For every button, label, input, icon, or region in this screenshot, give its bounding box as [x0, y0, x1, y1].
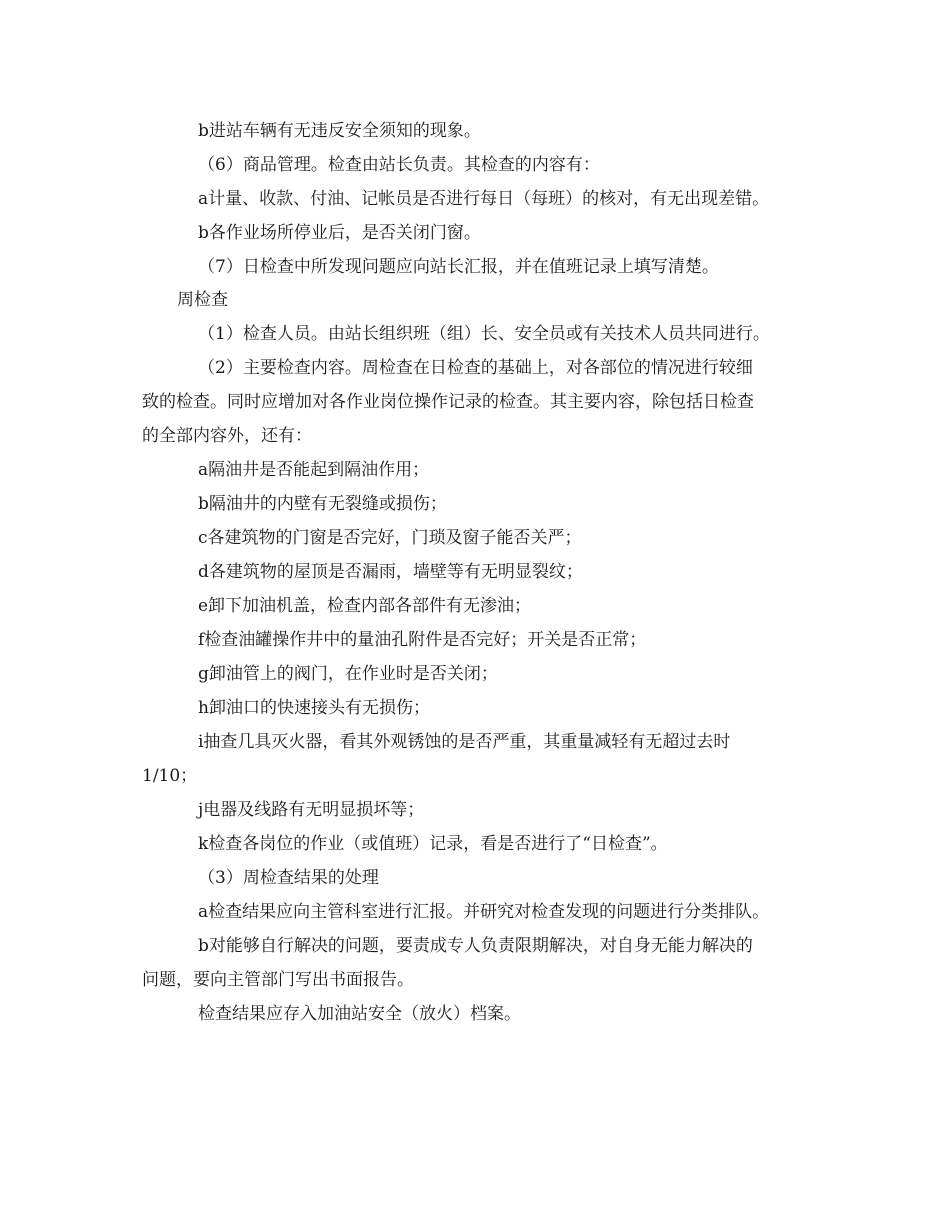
text-line: b隔油井的内壁有无裂缝或损伤；	[198, 494, 447, 514]
text-line: c各建筑物的门窗是否完好，门琐及窗子能否关严；	[198, 528, 582, 548]
text-line: a检查结果应向主管科室进行汇报。并研究对检查发现的问题进行分类排队。	[198, 902, 770, 922]
text-line: （1）检查人员。由站长组织班（组）长、安全员或有关技术人员共同进行。	[198, 324, 770, 344]
text-line: a隔油井是否能起到隔油作用；	[198, 460, 430, 480]
text-line: b各作业场所停业后，是否关闭门窗。	[198, 223, 481, 243]
text-line: 的全部内容外，还有：	[142, 426, 312, 446]
text-line: b对能够自行解决的问题，要责成专人负责限期解决，对自身无能力解决的	[198, 936, 753, 956]
text-line: h卸油口的快速接头有无损伤；	[198, 698, 430, 718]
text-line: a计量、收款、付油、记帐员是否进行每日（每班）的核对，有无出现差错。	[198, 189, 770, 209]
text-line: （3）周检查结果的处理	[198, 868, 379, 888]
text-line: d各建筑物的屋顶是否漏雨，墙壁等有无明显裂纹；	[198, 562, 583, 582]
text-line: f检查油罐操作井中的量油孔附件是否完好；开关是否正常；	[198, 630, 647, 650]
text-line: g卸油管上的阀门，在作业时是否关闭；	[198, 664, 498, 684]
text-line: （6）商品管理。检查由站长负责。其检查的内容有：	[198, 155, 600, 175]
text-line: i抽查几具灭火器，看其外观锈蚀的是否严重，其重量减轻有无超过去时	[198, 732, 731, 752]
text-line: （7）日检查中所发现问题应向站长汇报，并在值班记录上填写清楚。	[198, 257, 719, 277]
text-line: 致的检查。同时应增加对各作业岗位操作记录的检查。其主要内容，除包括日检查	[142, 392, 754, 412]
text-line: 问题，要向主管部门写出书面报告。	[142, 970, 414, 990]
text-line: 1/10；	[142, 766, 198, 786]
text-line: e卸下加油机盖，检查内部各部件有无渗油；	[198, 596, 532, 616]
text-line: k检查各岗位的作业（或值班）记录，看是否进行了“日检查”。	[198, 834, 668, 854]
text-line: b进站车辆有无违反安全须知的现象。	[198, 121, 481, 141]
text-line: 检查结果应存入加油站安全（放火）档案。	[198, 1004, 521, 1024]
text-line: j电器及线路有无明显损坏等；	[198, 800, 425, 820]
section-heading: 周检查	[177, 290, 228, 310]
text-line: （2）主要检查内容。周检查在日检查的基础上，对各部位的情况进行较细	[198, 358, 753, 378]
